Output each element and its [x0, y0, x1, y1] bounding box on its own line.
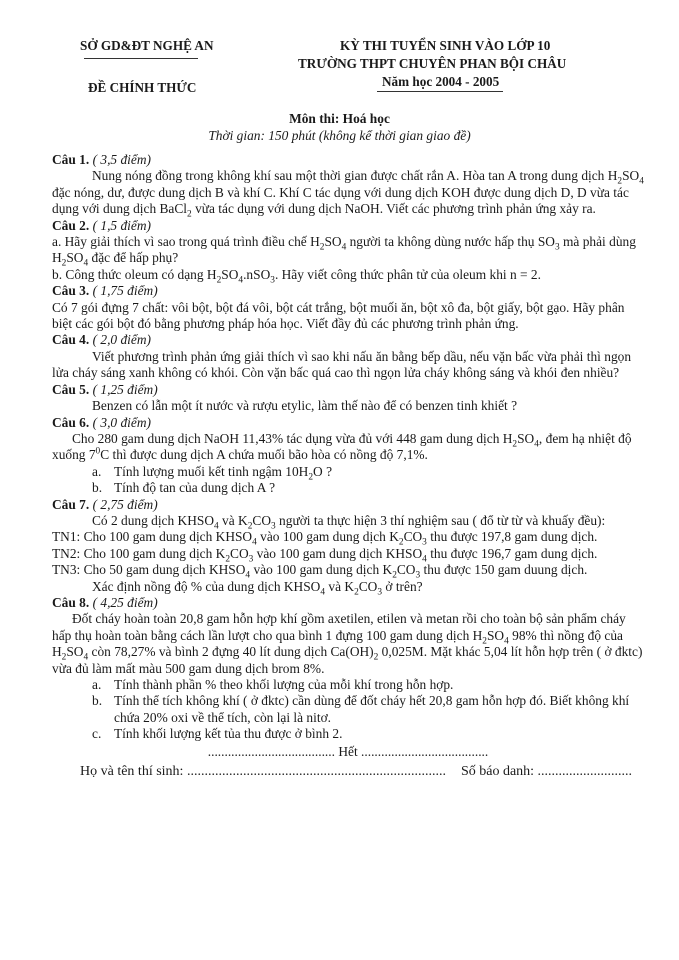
question-8-heading: Câu 8. ( 4,25 điểm)	[52, 594, 158, 610]
question-4-heading: Câu 4. ( 2,0 điểm)	[52, 332, 151, 348]
question-7-task: Xác định nồng độ % của dung dịch $KHSO_4$ và $K_2CO_3$ ở trên?	[92, 578, 423, 598]
question-4-text: Viết phương trình phản ứng giải thích vì sao khi nấu ăn bằng bếp dầu, nếu vặn bấc vừa phải thì ngọn lửa cháy sáng xanh không có khói. Còn vặn bấc quá cao thì ngọn lửa cháy không sáng và khói đen nhiều?	[52, 348, 632, 381]
experiment-1: TN1: Cho 100 gam dung dịch $KHSO_4$ vào 100 gam dung dịch $K_2CO_3$ thu được 197,8 gam dung dịch.	[52, 529, 598, 549]
question-8-part-c: c. Tính khối lượng kết tủa thu được ở bình 2.	[92, 726, 343, 742]
candidate-name-label: Họ và tên thí sinh:	[80, 764, 184, 780]
question-7-heading: Câu 7. ( 2,75 điểm)	[52, 496, 158, 512]
question-2-heading: Câu 2. ( 1,5 điểm)	[52, 217, 151, 233]
candidate-id-label: Số báo danh:	[460, 764, 535, 780]
school-name: TRƯỜNG THPT CHUYÊN PHAN BỘI CHÂU	[298, 56, 567, 71]
question-8-part-b: b. Tính thể tích không khí ( ở đktc) cần dùng để đốt cháy hết 20,8 gam hỗn hợp đó. Biết không khí chứa 20% oxi về thể tích, còn lại là nitơ.	[92, 693, 630, 725]
question-5-text: Benzen có lẫn một ít nước và rượu etylic, làm thế nào để có benzen tinh khiết ?	[92, 398, 518, 414]
exam-title: KỲ THI TUYỂN SINH VÀO LỚP 10	[340, 38, 551, 53]
candidate-info	[52, 764, 644, 780]
school-year-underline	[377, 91, 503, 92]
exam-questions	[52, 152, 644, 780]
department-underline	[84, 58, 198, 59]
candidate-name-field: ..........................................................................	[186, 764, 446, 780]
candidate-id-field: ...........................	[537, 764, 633, 780]
question-1-heading: Câu 1. ( 3,5 điểm)	[52, 152, 151, 167]
subject-title: Môn thi: Hoá học	[289, 111, 390, 126]
question-6-text: Cho 280 gam dung dịch NaOH 11,43% tác dụng vừa đủ với 448 gam dung dịch $H_2SO_4$, đem hạ nhiệt độ xuống $7^0C$ thì được dung dịch A chứa muối bão hòa có nồng độ 7,1%.	[52, 430, 632, 463]
question-6-part-b: b. Tính độ tan của dung dịch A ?	[92, 480, 276, 496]
question-3-text: Có 7 gói đựng 7 chất: vôi bột, bột đá vôi, bột cát trắng, bột muối ăn, bột xô đa, bột giấy, bột gạo. Hãy phân biệt các gói bột đó bằng phương pháp hóa học. Viết đầy đủ các phương trình phản ứng.	[52, 299, 625, 332]
official-exam-label: ĐỀ CHÍNH THỨC	[88, 80, 197, 95]
question-1-text: Nung nóng đồng trong không khí sau một thời gian được chất rắn A. Hòa tan A trong dung dịch $H_2SO_4$ đặc nóng, dư, được dung dịch B và khí C. Khí C tác dụng với dung dịch KOH được dung dịch D, D vừa tác dụng với dung dịch BaCl$_2$ vừa tác dụng với dung dịch NaOH. Viết các phương trình phản ứng xảy ra.	[52, 168, 644, 220]
question-6-heading: Câu 6. ( 3,0 điểm)	[52, 414, 151, 430]
question-5-heading: Câu 5. ( 1,25 điểm)	[52, 381, 158, 397]
end-marker: ...................................... Hết ......................................	[207, 743, 489, 759]
question-8-part-a: a. Tính thành phần % theo khối lượng của mỗi khí trong hỗn hợp.	[92, 677, 454, 692]
question-8-text: Đốt cháy hoàn toàn 20,8 gam hỗn hợp khí gồm axetilen, etilen và metan rồi cho toàn bộ sản phẩm cháy hấp thụ hoàn toàn bằng cách lần lượt cho qua bình 1 đựng 100 gam dung dịch $H_2SO_4$ 98% thì nồng độ của $H_2SO_4$ còn 78,27% và bình 2 đựng 40 lít dung dịch $Ca(OH)_2$ 0,025M. Mặt khác 5,04 lít hỗn hợp trên ( ở đktc) vừa đủ làm mất màu 500 gam dung dịch brom 8%.	[52, 611, 643, 676]
department-name: SỞ GD&ĐT NGHỆ AN	[80, 38, 214, 53]
question-2-part-a: a. Hãy giải thích vì sao trong quá trình điều chế $H_2SO_4$ người ta không dùng nước hấp thụ $SO_3$ mà phải dùng $H_2SO_4$ đặc để hấp phụ?	[52, 234, 636, 270]
school-year: Năm học 2004 - 2005	[382, 74, 500, 89]
experiment-3: TN3: Cho 50 gam dung dịch $KHSO_4$ vào 100 gam dung dịch $K_2CO_3$ thu được 150 gam duung dịch.	[52, 562, 588, 581]
question-6-part-a: a. Tính lượng muối kết tinh ngậm $10H_2O$ ?	[92, 463, 333, 483]
experiment-2: TN2: Cho 100 gam dung dịch $K_2CO_3$ vào 100 gam dung dịch $KHSO_4$ thu được 196,7 gam dung dịch.	[52, 545, 598, 565]
question-2-part-b: b. Công thức oleum có dạng $H_2SO_4.nSO_3$. Hãy viết công thức phân tử của oleum khi n = 2.	[52, 266, 541, 286]
question-3-heading: Câu 3. ( 1,75 điểm)	[52, 283, 158, 299]
question-7-intro: Có 2 dung dịch $KHSO_4$ và $K_2CO_3$ người ta thực hiện 3 thí nghiệm sau ( đổ từ từ và khuấy đều):	[92, 512, 606, 532]
exam-duration: Thời gian: 150 phút (không kể thời gian giao đề)	[208, 128, 471, 143]
